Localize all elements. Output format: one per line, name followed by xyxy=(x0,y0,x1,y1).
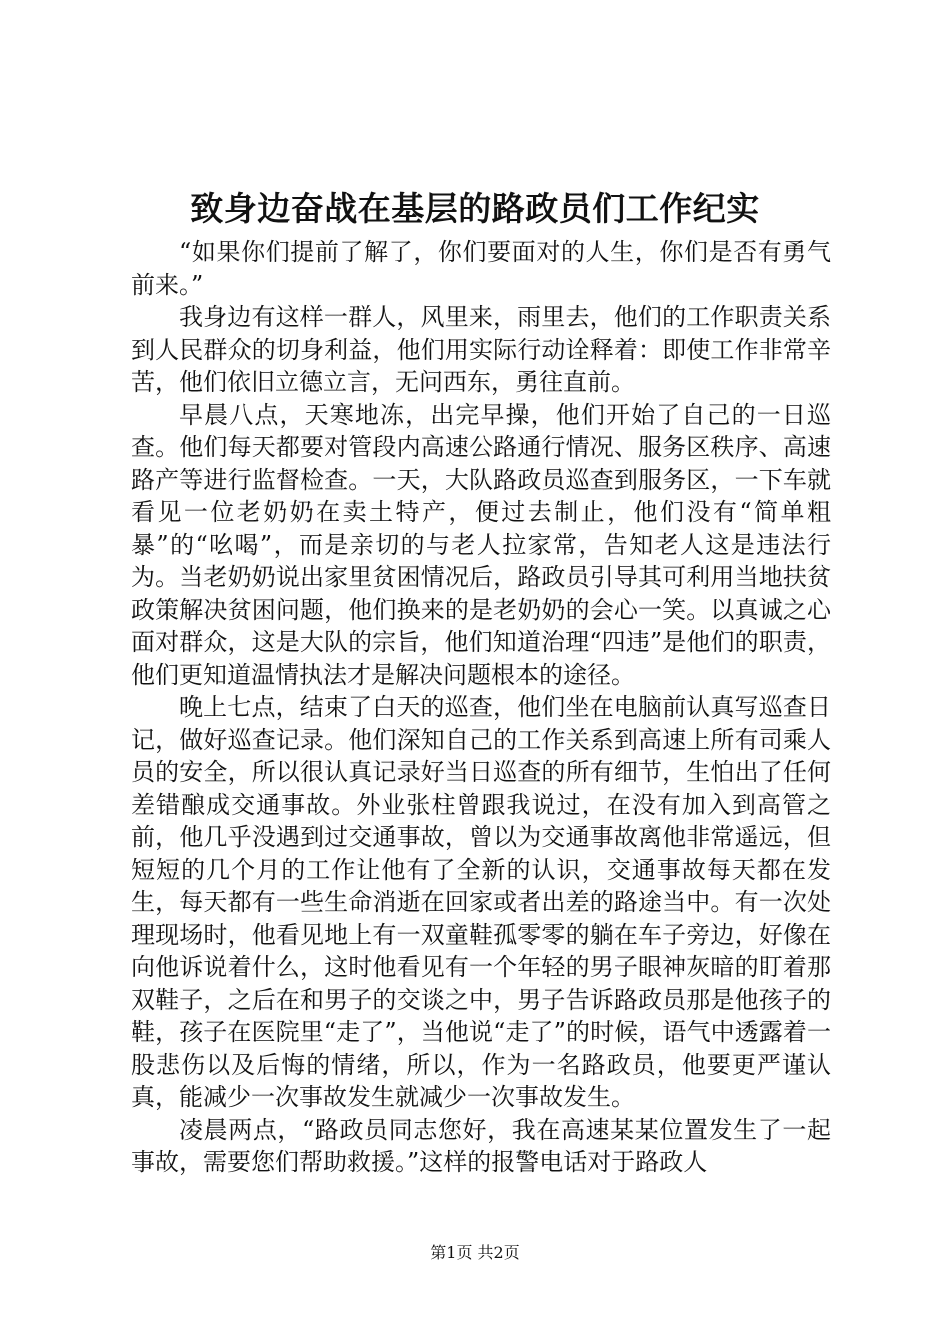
paragraph-5: 凌晨两点，“路政员同志您好，我在高速某某位置发生了一起事故，需要您们帮助救援。”这样的报警电话对于路政人 xyxy=(131,1115,831,1176)
page-number-footer: 第1页 共2页 xyxy=(430,1243,520,1262)
paragraph-4: 晚上七点，结束了白天的巡查，他们坐在电脑前认真写巡查日记，做好巡查记录。他们深知自己的工作关系到高速上所有司乘人员的安全，所以很认真记录好当日巡查的所有细节，生怕出了任何差错酿成交通事故。外业张柱曾跟我说过，在没有加入到高管之前，他几乎没遇到过交通事故，曾以为交通事故离他非常遥远，但短短的几个月的工作让他有了全新的认识，交通事故每天都在发生，每天都有一些生命消逝在回家或者出差的路途当中。有一次处理现场时，他看见地上有一双童鞋孤零零的躺在车子旁边，好像在向他诉说着什么，这时他看见有一个年轻的男子眼神灰暗的盯着那双鞋子，之后在和男子的交谈之中，男子告诉路政员那是他孩子的鞋，孩子在医院里“走了”，当他说“走了”的时候，语气中透露着一股悲伤以及后悔的情绪，所以，作为一名路政员，他要更严谨认真，能减少一次事故发生就减少一次事故发生。 xyxy=(131,693,831,1111)
document-body xyxy=(131,236,831,1179)
paragraph-1: “如果你们提前了解了，你们要面对的人生，你们是否有勇气前来。” xyxy=(131,238,831,299)
paragraph-2: 我身边有这样一群人，风里来，雨里去，他们的工作职责关系到人民群众的切身利益，他们用实际行动诠释着：即使工作非常辛苦，他们依旧立德立言，无问西东，勇往直前。 xyxy=(131,303,831,396)
paragraph-3: 早晨八点，天寒地冻，出完早操，他们开始了自己的一日巡查。他们每天都要对管段内高速公路通行情况、服务区秩序、高速路产等进行监督检查。一天，大队路政员巡查到服务区，一下车就看见一位老奶奶在卖土特产，便过去制止，他们没有“简单粗暴”的“吆喝”，而是亲切的与老人拉家常，告知老人这是违法行为。当老奶奶说出家里贫困情况后，路政员引导其可利用当地扶贫政策解决贫困问题，他们换来的是老奶奶的会心一笑。以真诚之心面对群众，这是大队的宗旨，他们知道治理“四违”是他们的职责，他们更知道温情执法才是解决问题根本的途径。 xyxy=(131,400,831,689)
document-title: 致身边奋战在基层的路政员们工作纪实 xyxy=(190,189,760,228)
